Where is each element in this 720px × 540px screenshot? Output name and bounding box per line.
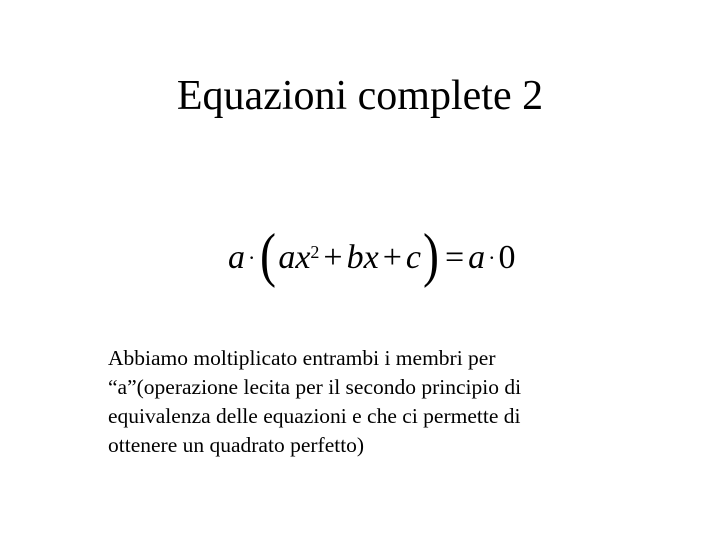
formula-equals: =	[444, 239, 465, 276]
formula-right-value: 0	[498, 239, 516, 276]
formula-term-ax: ax	[278, 239, 311, 276]
formula-right-factor: a	[468, 239, 486, 276]
slide-title: Equazioni complete 2	[176, 73, 544, 119]
explanation-line: “a”(operazione lecita per il secondo principio di	[108, 375, 522, 399]
formula-close-paren: )	[422, 222, 439, 288]
formula-multiply-dot-right: ·	[488, 245, 496, 270]
explanation-line: ottenere un quadrato perfetto)	[108, 433, 365, 457]
explanation-line: equivalenza delle equazioni e che ci permette di	[108, 404, 521, 428]
formula-plus-1: +	[323, 239, 343, 276]
formula-multiply-dot: ·	[248, 245, 256, 270]
formula-term-c: c	[405, 239, 421, 276]
formula-term-bx: bx	[346, 239, 379, 276]
formula-exponent: 2	[310, 241, 320, 262]
formula-open-paren: (	[260, 222, 277, 288]
equation-formula	[228, 222, 516, 290]
explanation-text	[108, 344, 598, 460]
explanation-line: Abbiamo moltiplicato entrambi i membri per	[108, 346, 496, 370]
formula-plus-2: +	[382, 239, 402, 276]
formula-left-factor: a	[228, 239, 245, 276]
